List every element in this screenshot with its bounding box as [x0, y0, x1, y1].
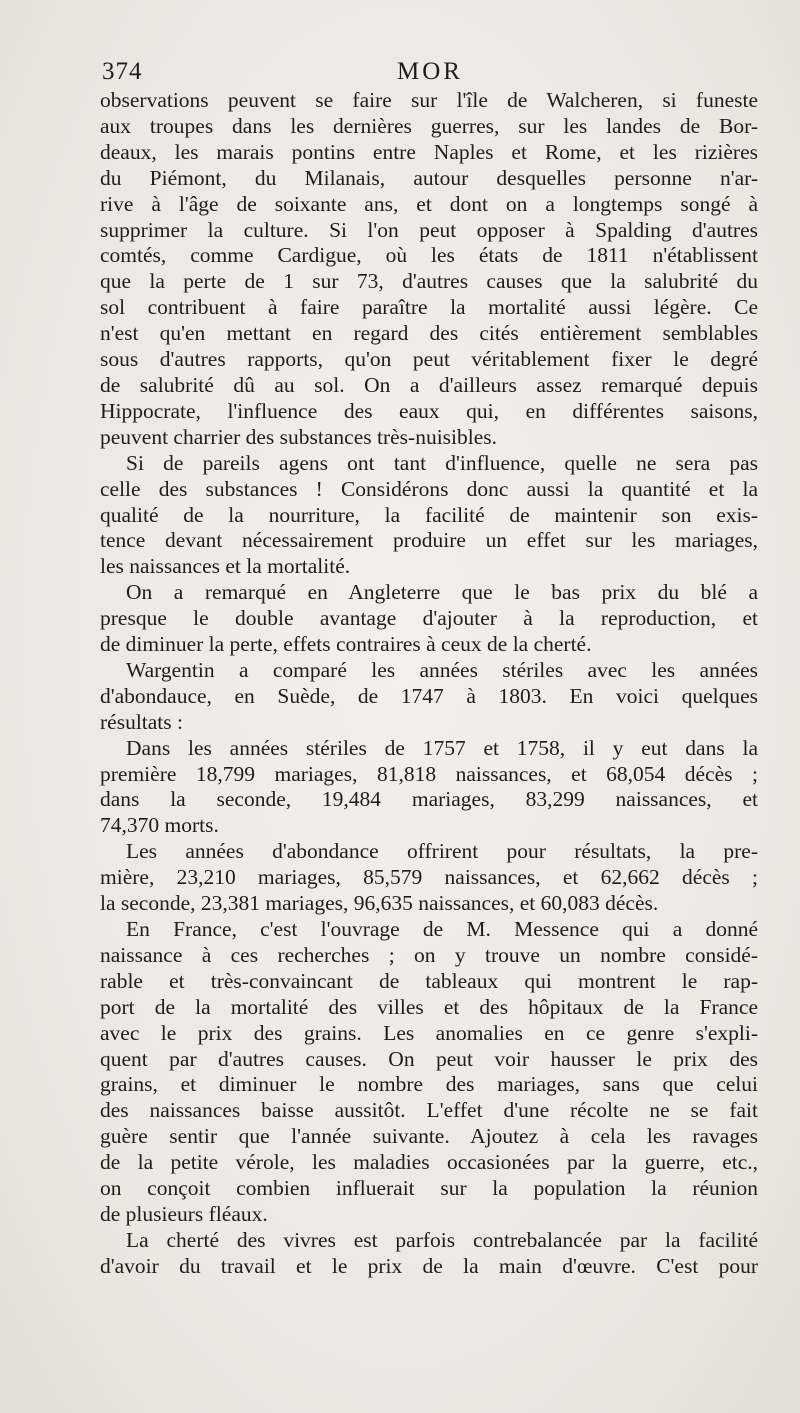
text-line: les naissances et la mortalité.: [100, 554, 351, 579]
text-line: peuvent charrier des substances très-nuisibles.: [100, 424, 498, 449]
paragraph: [100, 839, 758, 917]
text-line: La cherté des vivres est parfois contrebalancée par la facilité: [126, 1227, 758, 1252]
paragraph: [100, 88, 758, 451]
text-line: qualité de la nourriture, la facilité de maintenir son exis-: [100, 502, 758, 527]
text-line: mière, 23,210 mariages, 85,579 naissances, et 62,662 décès ;: [100, 865, 758, 890]
text-line: de diminuer la perte, effets contraires à ceux de la cherté.: [100, 632, 592, 657]
page-header: [102, 58, 758, 92]
text-line: Dans les années stériles de 1757 et 1758, il y eut dans la: [126, 735, 758, 760]
text-line: En France, c'est l'ouvrage de M. Messence qui a donné: [126, 917, 758, 941]
body-text: [100, 88, 758, 1280]
text-line: observations peuvent se faire sur l'île de Walcheren, si funeste: [100, 88, 758, 112]
paragraph: [100, 658, 758, 736]
text-line: avec le prix des grains. Les anomalies en ce genre s'expli-: [100, 1020, 758, 1045]
text-line: d'abondauce, en Suède, de 1747 à 1803. En voici quelques: [100, 683, 758, 708]
text-line: Hippocrate, l'influence des eaux qui, en différentes saisons,: [100, 398, 758, 423]
text-line: n'est qu'en mettant en regard des cités entièrement semblables: [100, 321, 758, 346]
text-line: deaux, les marais pontins entre Naples et Rome, et les rizières: [100, 139, 758, 164]
text-line: presque le double avantage d'ajouter à la reproduction, et: [100, 606, 758, 631]
text-line: Si de pareils agens ont tant d'influence, quelle ne sera pas: [126, 450, 758, 475]
text-line: Les années d'abondance offrirent pour résultats, la pre-: [126, 839, 758, 864]
text-line: Wargentin a comparé les années stériles avec les années: [126, 657, 758, 682]
text-line: du Piémont, du Milanais, autour desquelles personne n'ar-: [100, 165, 758, 190]
text-line: guère sentir que l'année suivante. Ajoutez à cela les ravages: [100, 1124, 758, 1149]
paragraph: [100, 451, 758, 581]
text-line: de plusieurs fléaux.: [100, 1201, 268, 1226]
text-line: tence devant nécessairement produire un effet sur les mariages,: [100, 528, 758, 553]
text-line: quent par d'autres causes. On peut voir hausser le prix des: [100, 1046, 758, 1071]
text-line: rable et très-convaincant de tableaux qui montrent le rap-: [100, 968, 758, 993]
text-line: port de la mortalité des villes et des hôpitaux de la France: [100, 994, 758, 1019]
text-line: on conçoit combien influerait sur la population la réunion: [100, 1176, 758, 1201]
text-line: résultats :: [100, 709, 183, 734]
text-line: dans la seconde, 19,484 mariages, 83,299 naissances, et: [100, 787, 758, 812]
text-line: grains, et diminuer le nombre des mariages, sans que celui: [100, 1072, 758, 1097]
text-line: rive à l'âge de soixante ans, et dont on a longtemps songé à: [100, 191, 758, 216]
text-line: 74,370 morts.: [100, 813, 219, 838]
text-line: la seconde, 23,381 mariages, 96,635 naissances, et 60,083 décès.: [100, 891, 659, 916]
text-line: des naissances baisse aussitôt. L'effet d'une récolte ne se fait: [100, 1098, 758, 1123]
text-line: première 18,799 mariages, 81,818 naissances, et 68,054 décès ;: [100, 761, 758, 786]
running-head: MOR: [397, 58, 463, 85]
text-line: aux troupes dans les dernières guerres, sur les landes de Bor-: [100, 113, 758, 138]
text-line: sol contribuent à faire paraître la mortalité aussi légère. Ce: [100, 295, 758, 320]
text-line: comtés, comme Cardigue, où les états de 1811 n'établissent: [100, 243, 758, 268]
paragraph: [100, 736, 758, 840]
text-line: On a remarqué en Angleterre que le bas prix du blé a: [126, 580, 758, 605]
text-line: d'avoir du travail et le prix de la main d'œuvre. C'est pour: [100, 1253, 758, 1278]
text-line: celle des substances ! Considérons donc aussi la quantité et la: [100, 476, 758, 501]
text-line: de la petite vérole, les maladies occasionées par la guerre, etc.,: [100, 1150, 758, 1175]
text-line: sous d'autres rapports, qu'on peut véritablement fixer le degré: [100, 347, 758, 372]
text-line: naissance à ces recherches ; on y trouve un nombre considé-: [100, 942, 758, 967]
page-number: 374: [102, 58, 143, 85]
text-line: de salubrité dû au sol. On a d'ailleurs assez remarqué depuis: [100, 372, 758, 397]
paragraph: [100, 1228, 758, 1280]
text-line: supprimer la culture. Si l'on peut opposer à Spalding d'autres: [100, 217, 758, 242]
paragraph: [100, 580, 758, 658]
text-line: que la perte de 1 sur 73, d'autres causes que la salubrité du: [100, 269, 758, 294]
paragraph: [100, 917, 758, 1228]
